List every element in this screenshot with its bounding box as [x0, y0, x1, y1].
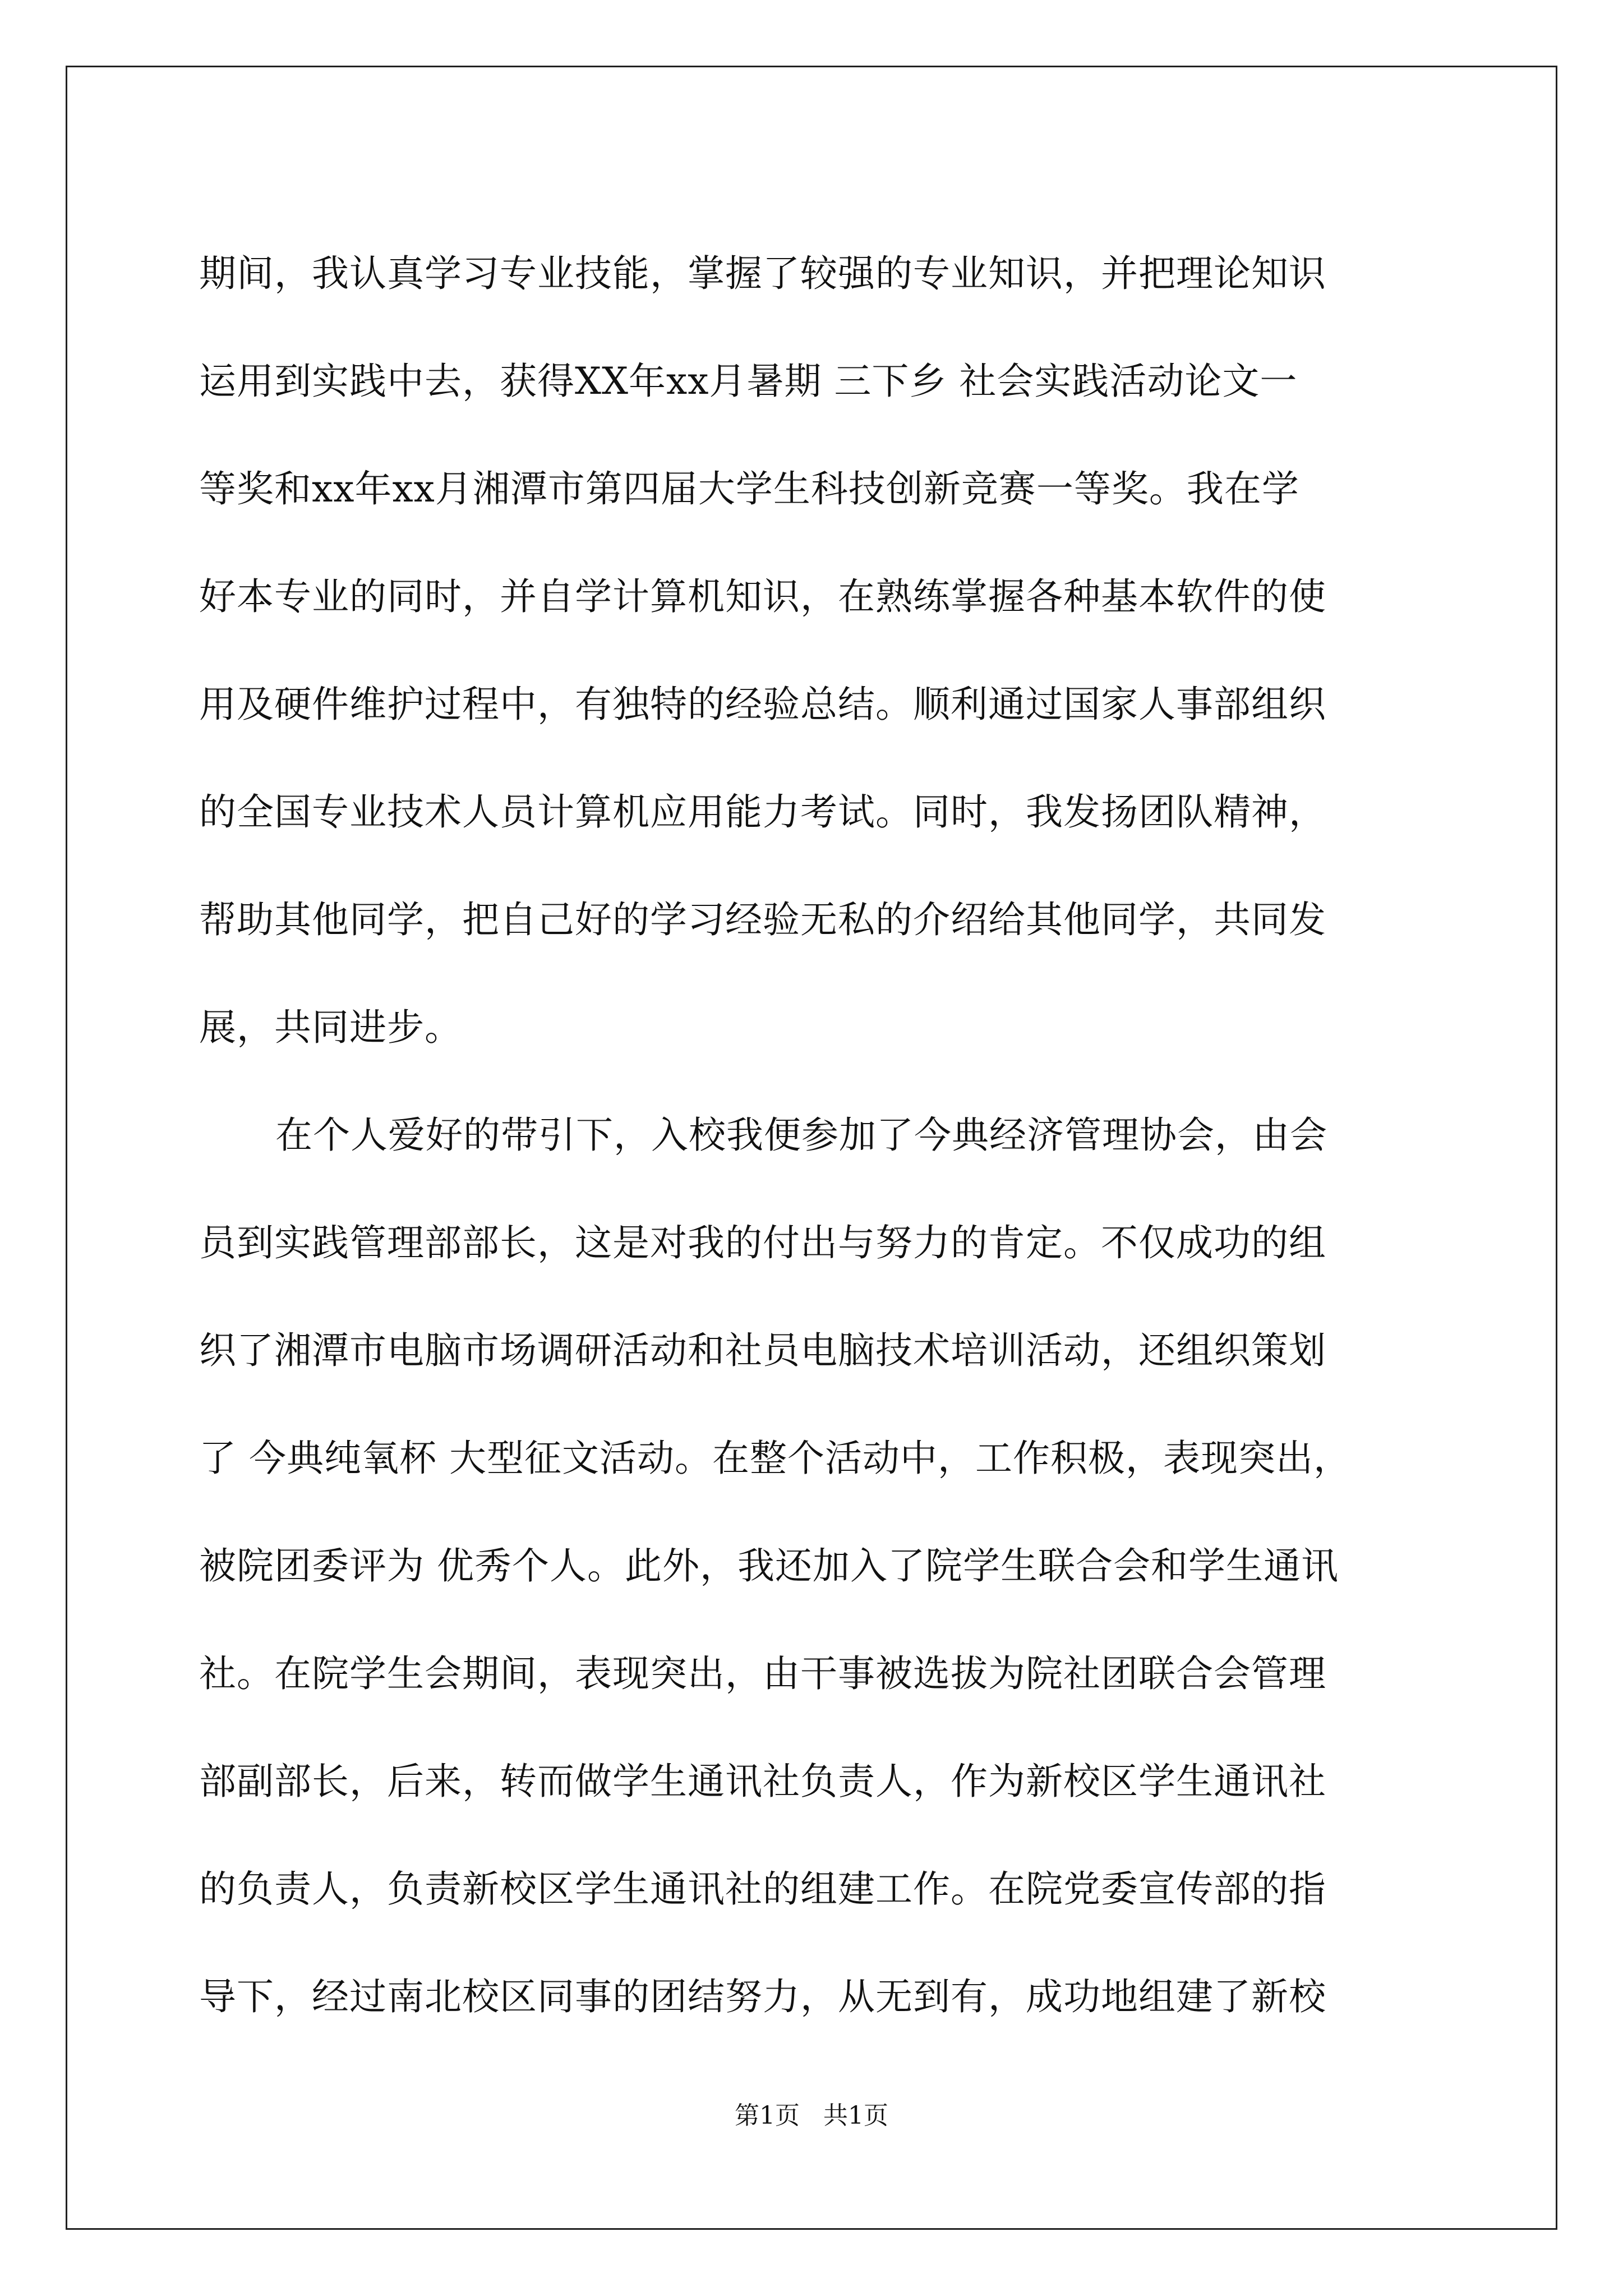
text-line: 部副部长，后来，转而做学生通讯社负责人，作为新校区学生通讯社	[199, 1760, 1326, 1803]
text-line: 的负责人，负责新校区学生通讯社的组建工作。在院党委宣传部的指	[199, 1867, 1326, 1911]
text-line: 的全国专业技术人员计算机应用能力考试。同时，我发扬团队精神，	[199, 790, 1326, 834]
text-line: 运用到实践中去，获得XX年xx月暑期 三下乡 社会实践活动论文一	[199, 360, 1298, 403]
text-line: 员到实践管理部部长，这是对我的付出与努力的肯定。不仅成功的组	[199, 1221, 1326, 1264]
text-line: 用及硬件维护过程中，有独特的经验总结。顺利通过国家人事部组织	[199, 683, 1326, 726]
text-line: 被院团委评为 优秀个人。此外，我还加入了院学生联合会和学生通讯	[199, 1544, 1339, 1588]
page-number-footer: 第1页 共1页	[735, 2101, 888, 2130]
text-line: 了 今典纯氧杯 大型征文活动。在整个活动中，工作积极，表现突出，	[199, 1437, 1351, 1480]
text-line: 社。在院学生会期间，表现突出，由干事被选拔为院社团联合会管理	[199, 1652, 1326, 1695]
text-line: 在个人爱好的带引下，入校我便参加了今典经济管理协会，由会	[275, 1114, 1327, 1157]
text-line: 帮助其他同学，把自己好的学习经验无私的介绍给其他同学，共同发	[199, 898, 1326, 941]
document-body	[199, 220, 1422, 2051]
text-line: 导下，经过南北校区同事的团结努力，从无到有，成功地组建了新校	[199, 1975, 1326, 2018]
text-line: 织了湘潭市电脑市场调研活动和社员电脑技术培训活动，还组织策划	[199, 1329, 1326, 1372]
text-line: 等奖和xx年xx月湘潭市第四届大学生科技创新竞赛一等奖。我在学	[199, 467, 1299, 510]
text-line: 期间，我认真学习专业技能，掌握了较强的专业知识，并把理论知识	[199, 252, 1326, 295]
text-line: 展，共同进步。	[199, 1006, 462, 1049]
text-line: 好本专业的同时，并自学计算机知识，在熟练掌握各种基本软件的使	[199, 575, 1326, 618]
